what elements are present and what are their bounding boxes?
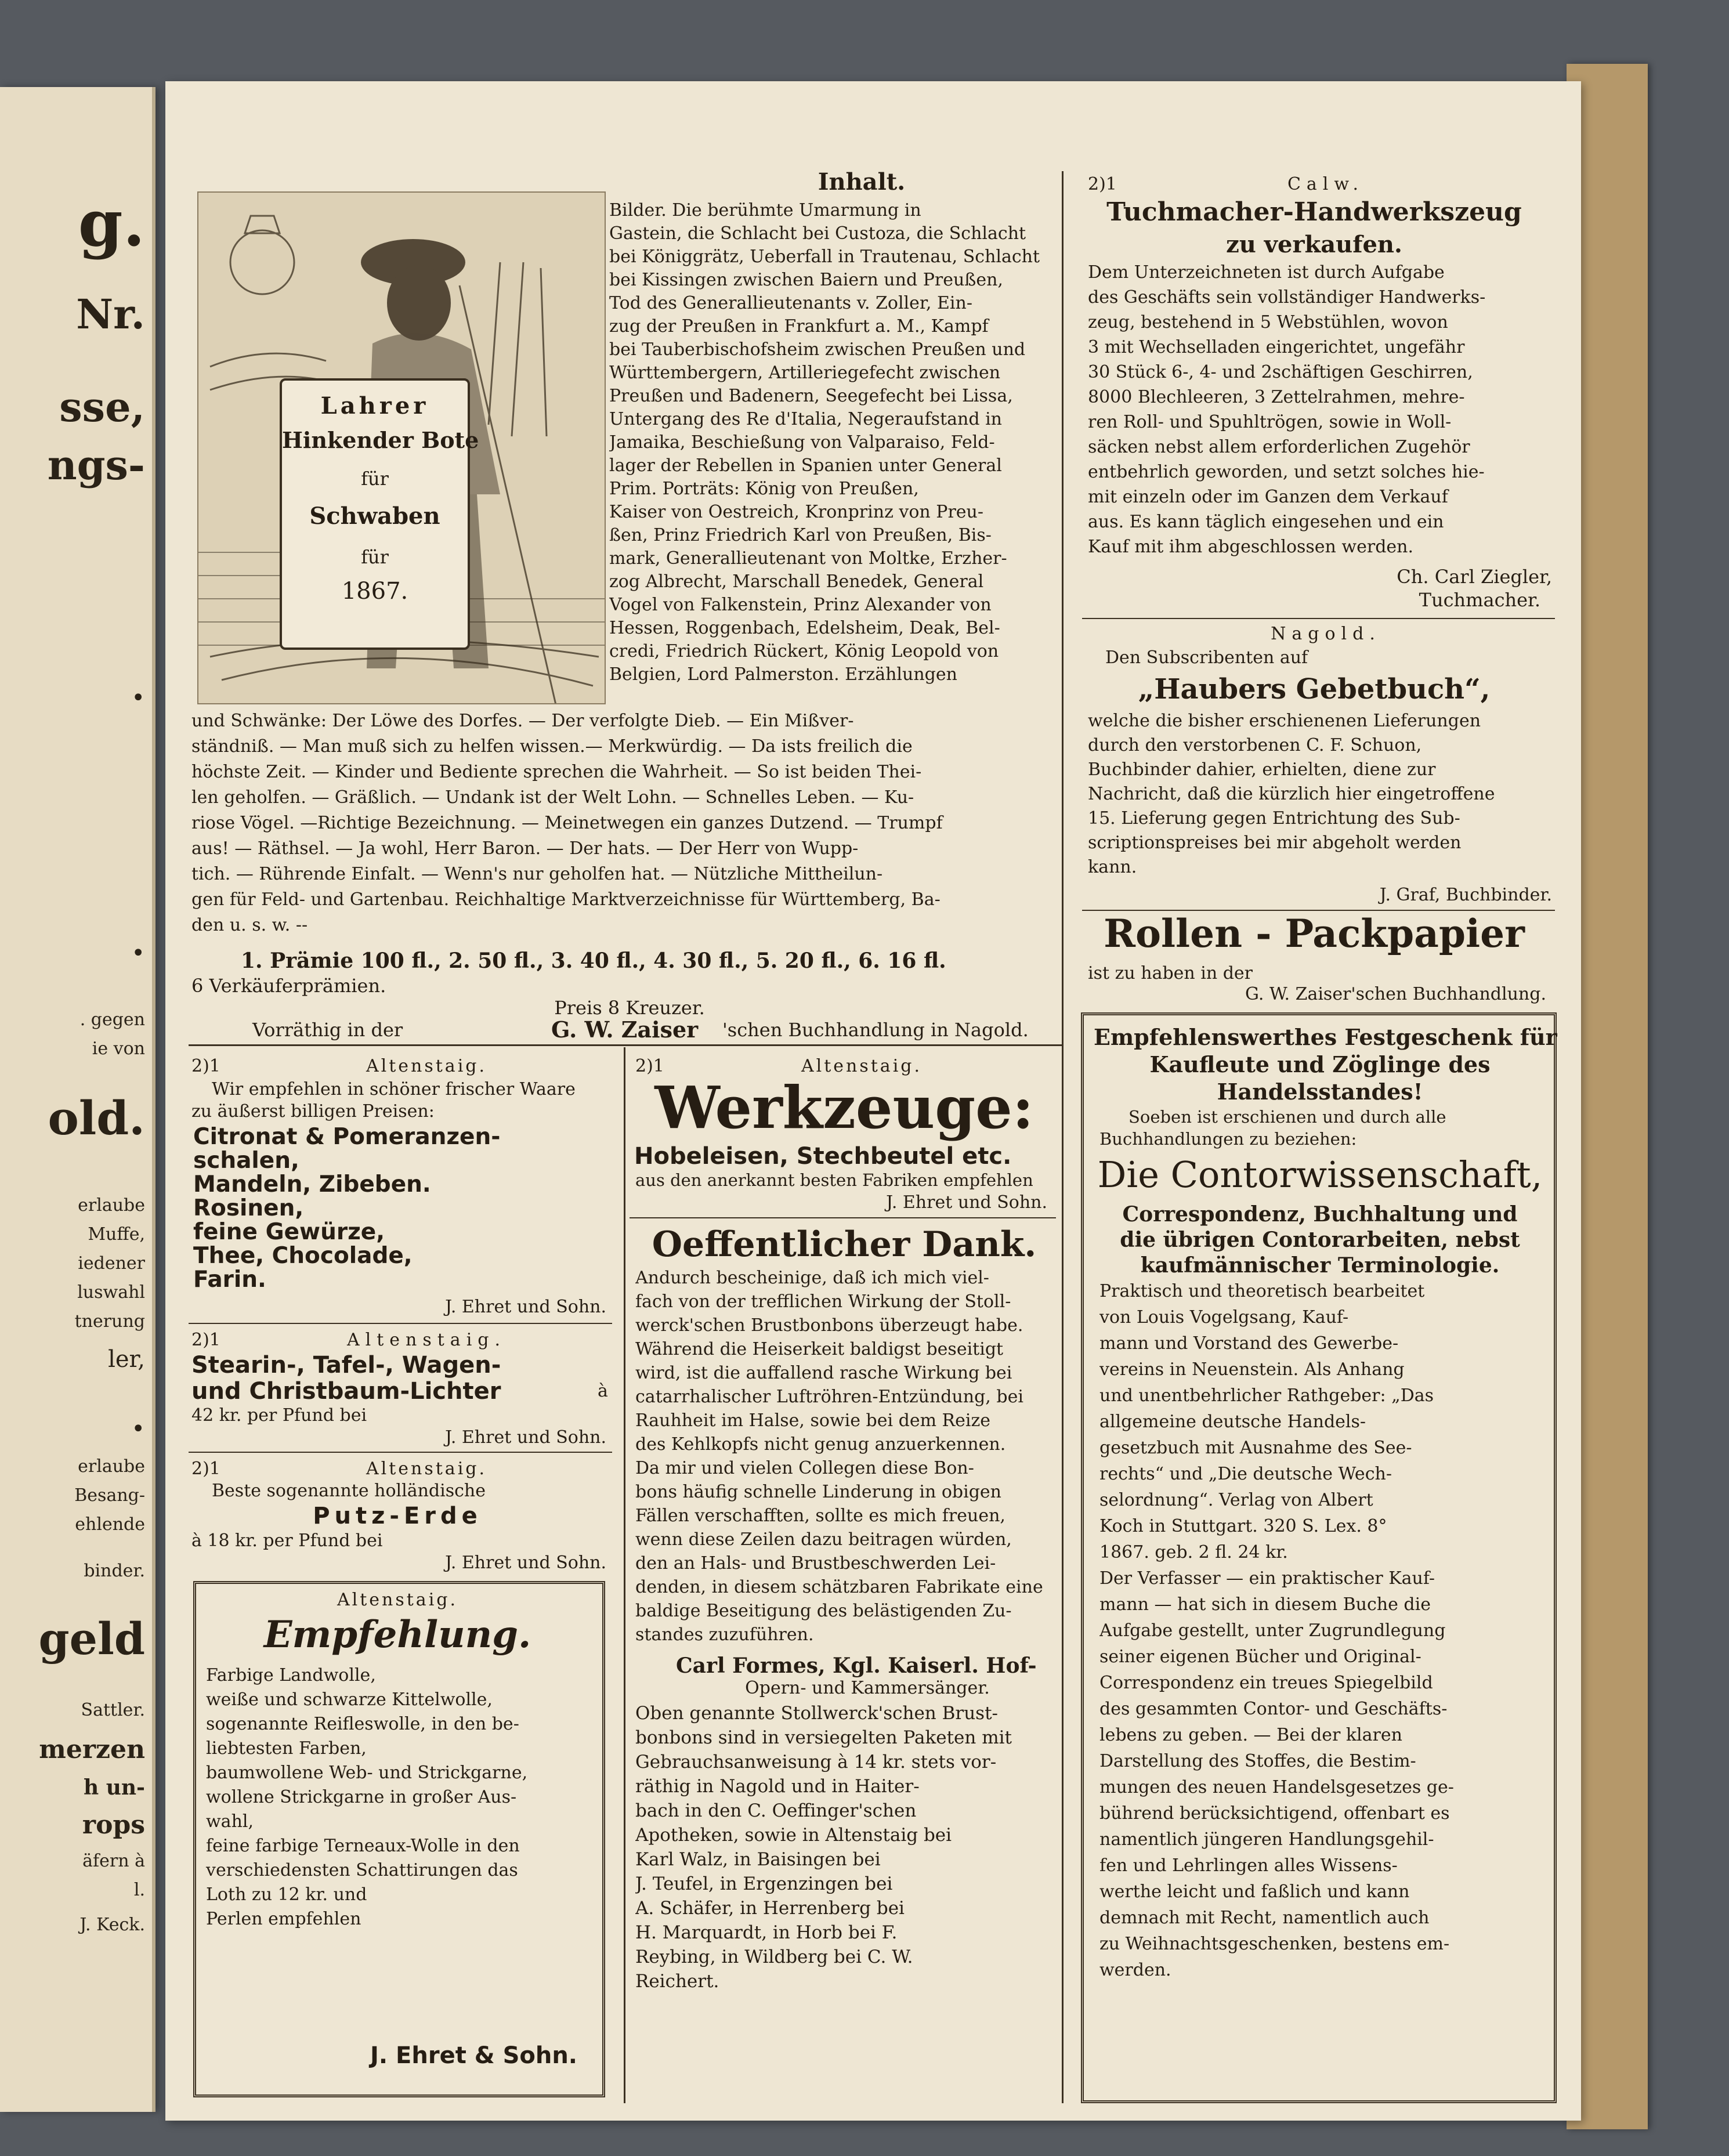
contor-line: Praktisch und theoretisch bearbeitet (1099, 1281, 1425, 1301)
contor-line: und unentbehrlicher Rathgeber: „Das (1099, 1386, 1434, 1406)
citronat-item: Thee, Chocolade, (193, 1243, 413, 1269)
left-page-fragment: merzen (39, 1735, 145, 1764)
inhalt-line: ßen, Prinz Friedrich Karl von Preußen, Bis- (609, 525, 992, 545)
contor-line: des gesammten Contor- und Geschäfts- (1099, 1699, 1448, 1719)
inhalt-title: Inhalt. (818, 168, 906, 196)
newspaper-page (165, 81, 1581, 2121)
contor-line: vereins in Neuenstein. Als Anhang (1099, 1359, 1405, 1380)
empfehlung-line: wahl, (206, 1811, 254, 1832)
citronat-item: Citronat & Pomeranzen- (193, 1124, 501, 1150)
empfehlung-line: baumwollene Web- und Strickgarne, (206, 1763, 528, 1783)
contor-line: allgemeine deutsche Handels- (1099, 1412, 1366, 1432)
contor-line: seiner eigenen Bücher und Original- (1099, 1647, 1421, 1667)
empfehlung-line: liebtesten Farben, (206, 1738, 367, 1759)
empfehlung-line: Farbige Landwolle, (206, 1665, 376, 1685)
inhalt-line: Jamaika, Beschießung von Valparaiso, Feld- (609, 432, 995, 453)
contor-head-2: Kaufleute und Zöglinge des (1149, 1051, 1491, 1077)
stock-prefix: Vorräthig in der (252, 1019, 403, 1041)
left-page-fragment: erlaube (78, 1456, 145, 1477)
inhalt-line: Belgien, Lord Palmerston. Erzählungen (609, 664, 957, 685)
calw-signature-2: Tuchmacher. (1419, 589, 1540, 611)
contor-line: demnach mit Recht, namentlich auch (1099, 1908, 1430, 1928)
stearin-line-2: und Christbaum-Lichter (191, 1378, 501, 1405)
left-page-fragment: • (131, 1416, 145, 1442)
contor-line: mann und Vorstand des Gewerbe- (1099, 1333, 1399, 1354)
left-page-fragment: Sattler. (81, 1700, 145, 1720)
dank-line: standes zuzuführen. (635, 1625, 814, 1645)
citronat-place: Altenstaig. (366, 1056, 487, 1076)
empfehlung-line: verschiedensten Schattirungen das (206, 1860, 518, 1880)
left-page-fragment: h un- (84, 1775, 145, 1800)
contor-line: bührend berücksichtigend, offenbart es (1099, 1803, 1450, 1824)
contor-sub-1: Correspondenz, Buchhaltung und (1122, 1202, 1518, 1227)
contor-sub-3: kaufmännischer Terminologie. (1140, 1253, 1500, 1278)
inhalt-line: Prim. Porträts: König von Preußen, (609, 479, 919, 499)
dank-line: bach in den C. Oeffinger'schen (635, 1800, 917, 1821)
dank-line: A. Schäfer, in Herrenberg bei (635, 1898, 905, 1919)
cut-line-3: für (361, 468, 389, 490)
rule-1 (189, 1323, 612, 1324)
werkzeuge-place: Altenstaig. (801, 1056, 923, 1076)
left-page-fragment: binder. (84, 1561, 145, 1581)
empfehlung-place: Altenstaig. (337, 1590, 458, 1610)
hinkender-bote-woodcut (197, 191, 606, 704)
stearin-place: Altenstaig. (346, 1330, 507, 1350)
nagold-line: durch den verstorbenen C. F. Schuon, (1088, 735, 1422, 755)
citronat-item: Farin. (193, 1267, 266, 1293)
contor-line: Darstellung des Stoffes, die Bestim- (1099, 1751, 1416, 1771)
left-page-edge (0, 87, 155, 2112)
inhalt-line: credi, Friedrich Rückert, König Leopold von (609, 641, 999, 661)
contor-sub-2: die übrigen Contorarbeiten, nebst (1120, 1228, 1520, 1252)
empfehlung-line: Loth zu 12 kr. und (206, 1884, 367, 1905)
calw-line: ren Roll- und Spuhltrögen, sowie in Woll- (1088, 412, 1452, 432)
dank-line: wird, ist die auffallend rasche Wirkung bei (635, 1363, 1012, 1383)
contor-line: werthe leicht und faßlich und kann (1099, 1882, 1410, 1902)
inhalt-line: bei Kissingen zwischen Baiern und Preußen, (609, 270, 1003, 290)
empfehlung-title: Empfehlung. (263, 1613, 531, 1656)
inhalt-line: gen für Feld- und Gartenbau. Reichhaltige Marktverzeichnisse für Württemberg, Ba- (191, 889, 941, 910)
column-rule-right (1062, 171, 1064, 2103)
price-line: Preis 8 Kreuzer. (554, 997, 705, 1019)
calw-line: des Geschäfts sein vollständiger Handwerks- (1088, 287, 1486, 308)
left-page-fragment: • (131, 940, 145, 967)
left-page-fragment: J. Keck. (79, 1915, 145, 1935)
contor-line: lebens zu geben. — Bei der klaren (1099, 1725, 1402, 1745)
inhalt-line: Vogel von Falkenstein, Prinz Alexander von (609, 595, 992, 615)
left-page-fragment: . gegen (79, 1010, 145, 1030)
contor-head-3: Handelsstandes! (1217, 1079, 1423, 1105)
calw-line: aus. Es kann täglich eingesehen und ein (1088, 512, 1444, 532)
rule-under-inhalt (189, 1044, 1062, 1046)
stock-suffix: 'schen Buchhandlung in Nagold. (722, 1019, 1029, 1041)
calw-title: Tuchmacher-Handwerkszeug (1106, 197, 1522, 227)
inhalt-line: Tod des Generallieutenants v. Zoller, Ein- (609, 293, 972, 313)
inhalt-line: Preußen und Badenern, Seegefecht bei Lissa, (609, 386, 1013, 406)
dank-line: Apotheken, sowie in Altenstaig bei (635, 1825, 952, 1846)
rule-4 (1082, 618, 1555, 619)
calw-marker: 2)1 (1088, 174, 1117, 194)
dank-line: Da mir und vielen Collegen diese Bon- (635, 1458, 974, 1478)
nagold-line: Buchbinder dahier, erhielten, diene zur (1088, 759, 1436, 780)
inhalt-line: tich. — Rührende Einfalt. — Wenn's nur geholfen hat. — Nützliche Mittheilun- (191, 864, 883, 884)
putz-line-2: à 18 kr. per Pfund bei (191, 1531, 383, 1551)
left-page-fragment: ler, (108, 1346, 145, 1373)
calw-line: 3 mit Wechselladen eingerichtet, ungefähr (1088, 337, 1465, 357)
contor-line: werden. (1099, 1960, 1171, 1980)
inhalt-line: lager der Rebellen in Spanien unter General (609, 455, 1002, 476)
left-page-fragment: Besang- (74, 1485, 145, 1506)
cut-line-4: Schwaben (309, 502, 440, 530)
dank-line: Reichert. (635, 1971, 719, 1992)
dank-line: Rauhheit im Halse, sowie bei dem Reize (635, 1410, 991, 1431)
contor-head-1: Empfehlenswerthes Festgeschenk für (1094, 1024, 1557, 1050)
inhalt-line: Bilder. Die berühmte Umarmung in (609, 200, 921, 220)
left-page-fragment: ie von (92, 1039, 145, 1059)
dank-line: Karl Walz, in Baisingen bei (635, 1849, 881, 1870)
rule-3 (630, 1217, 1056, 1218)
dank-line: J. Teufel, in Ergenzingen bei (635, 1873, 893, 1894)
dank-line: H. Marquardt, in Horb bei F. (635, 1922, 898, 1943)
calw-line: 30 Stück 6-, 4- und 2schäftigen Geschirren, (1088, 362, 1473, 382)
putz-line-1: Beste sogenannte holländische (212, 1481, 486, 1501)
calw-place: Calw. (1287, 174, 1365, 194)
werkzeuge-title: Werkzeuge: (654, 1073, 1034, 1142)
left-page-fragment: iedener (78, 1253, 145, 1274)
inhalt-line: den u. s. w. -- (191, 915, 308, 935)
calw-line: Kauf mit ihm abgeschlossen werden. (1088, 537, 1414, 557)
cut-line-2: Hinkender Bote (282, 427, 479, 453)
left-page-fragment: äfern à (82, 1851, 145, 1871)
left-page-fragment: Muffe, (88, 1224, 145, 1245)
contor-line: rechts“ und „Die deutsche Wech- (1099, 1464, 1392, 1484)
empfehlung-line: feine farbige Terneaux-Wolle in den (206, 1836, 520, 1856)
inhalt-line: Gastein, die Schlacht bei Custoza, die Schlacht (609, 223, 1026, 244)
inhalt-line: Kaiser von Oestreich, Kronprinz von Preu- (609, 502, 984, 522)
nagold-line-1: Den Subscribenten auf (1105, 647, 1308, 668)
contor-title: Die Contorwissenschaft, (1097, 1153, 1543, 1196)
inhalt-line: und Schwänke: Der Löwe des Dorfes. — Der verfolgte Dieb. — Ein Mißver- (191, 711, 854, 731)
inhalt-line: Hessen, Roggenbach, Edelsheim, Deak, Bel- (609, 618, 1000, 638)
dank-line: Reybing, in Wildberg bei C. W. (635, 1947, 913, 1967)
left-page-fragment: old. (48, 1091, 145, 1145)
contor-line: mungen des neuen Handelsgesetzes ge- (1099, 1777, 1454, 1797)
nagold-line: Nachricht, daß die kürzlich hier eingetroffene (1088, 784, 1495, 804)
calw-title-2: zu verkaufen. (1226, 231, 1402, 258)
left-page-fragment: tnerung (74, 1311, 145, 1332)
nagold-line: 15. Lieferung gegen Entrichtung des Sub- (1088, 808, 1460, 829)
calw-line: entbehrlich geworden, und setzt solches hie- (1088, 462, 1485, 482)
nagold-line: kann. (1088, 857, 1137, 877)
cut-line-1: Lahrer (320, 392, 429, 419)
calw-line: säcken nebst allem erforderlichen Zugehör (1088, 437, 1470, 457)
dank-signer-2: Opern- und Kammersänger. (745, 1678, 990, 1698)
citronat-item: Mandeln, Zibeben. (193, 1171, 431, 1198)
sellers-line: 6 Verkäuferprämien. (191, 975, 386, 997)
left-page-fragment: luswahl (77, 1282, 145, 1303)
putz-signature: J. Ehret und Sohn. (445, 1553, 606, 1573)
putz-title: Putz-Erde (313, 1503, 482, 1529)
putz-place: Altenstaig. (366, 1459, 487, 1479)
nagold-title: „Haubers Gebetbuch“, (1138, 673, 1491, 706)
empfehlung-line: weiße und schwarze Kittelwolle, (206, 1690, 493, 1710)
citronat-intro-1: Wir empfehlen in schöner frischer Waare (212, 1079, 576, 1099)
citronat-item: Rosinen, (193, 1195, 304, 1221)
inhalt-line: len geholfen. — Gräßlich. — Undank ist der Welt Lohn. — Schnelles Leben. — Ku- (191, 787, 914, 808)
citronat-intro-2: zu äußerst billigen Preisen: (191, 1101, 435, 1122)
werkzeuge-subtitle: Hobeleisen, Stechbeutel etc. (634, 1143, 1012, 1170)
calw-line: zeug, bestehend in 5 Webstühlen, wovon (1088, 312, 1448, 332)
stearin-line-3: 42 kr. per Pfund bei (191, 1405, 367, 1426)
inhalt-line: riose Vögel. —Richtige Bezeichnung. — Meinetwegen ein ganzes Dutzend. — Trumpf (191, 813, 943, 833)
dank-line: fach von der trefflichen Wirkung der Stoll- (635, 1292, 1011, 1312)
inhalt-line: Untergang des Re d'Italia, Negeraufstand in (609, 409, 1002, 429)
dank-signer: Carl Formes, Kgl. Kaiserl. Hof- (676, 1654, 1037, 1678)
werkzeuge-marker: 2)1 (635, 1056, 664, 1076)
left-page-fragment: sse, (59, 383, 145, 431)
left-page-fragment: Nr. (76, 290, 145, 338)
contor-line-2: Buchhandlungen zu beziehen: (1099, 1129, 1357, 1149)
inhalt-line: mark, Generallieutenant von Moltke, Erzher- (609, 548, 1007, 569)
dank-line: bons häufig schnelle Linderung in obigen (635, 1482, 1001, 1502)
dank-line: des Kehlkopfs nicht genug anzuerkennen. (635, 1434, 1006, 1455)
citronat-signature: J. Ehret und Sohn. (445, 1297, 606, 1317)
dank-line: Andurch bescheinige, daß ich mich viel- (635, 1268, 989, 1288)
left-page-fragment: geld (38, 1613, 145, 1665)
inhalt-line: bei Tauberbischofsheim zwischen Preußen und (609, 339, 1026, 360)
cut-line-6: 1867. (341, 578, 408, 605)
dank-line: bonbons sind in versiegelten Paketen mit (635, 1727, 1012, 1748)
dank-title: Oeffentlicher Dank. (652, 1224, 1037, 1265)
inhalt-line: Württembergern, Artilleriegefecht zwischen (609, 363, 1001, 383)
dank-line: Während die Heiserkeit baldigst beseitigt (635, 1339, 1004, 1359)
left-page-fragment: erlaube (78, 1195, 145, 1216)
stearin-line-1: Stearin-, Tafel-, Wagen- (191, 1352, 501, 1379)
empfehlung-line: Perlen empfehlen (206, 1909, 361, 1929)
dank-line: wenn diese Zeilen dazu beitragen würden, (635, 1529, 1012, 1550)
werkzeuge-line-1: aus den anerkannt besten Fabriken empfehlen (635, 1170, 1033, 1190)
stearin-marker: 2)1 (191, 1330, 220, 1350)
contor-line: zu Weihnachtsgeschenken, bestens em- (1099, 1934, 1450, 1954)
dank-line: denden, in diesem schätzbaren Fabrikate eine (635, 1577, 1043, 1597)
empfehlung-line: wollene Strickgarne in großer Aus- (206, 1787, 517, 1807)
inhalt-line: aus! — Räthsel. — Ja wohl, Herr Baron. — Der hats. — Der Herr von Wupp- (191, 838, 859, 859)
contor-line: fen und Lehrlingen alles Wissens- (1099, 1855, 1398, 1876)
contor-line: Der Verfasser — ein praktischer Kauf- (1099, 1568, 1435, 1589)
rollen-line-2: G. W. Zaiser'schen Buchhandlung. (1245, 984, 1546, 1004)
inhalt-line: zog Albrecht, Marschall Benedek, General (609, 571, 984, 592)
dank-line: den an Hals- und Brustbeschwerden Lei- (635, 1553, 996, 1573)
citronat-item: schalen, (193, 1148, 299, 1174)
contor-line: Aufgabe gestellt, unter Zugrundlegung (1099, 1620, 1446, 1641)
rule-2 (189, 1452, 612, 1453)
dank-line: Oben genannte Stollwerck'schen Brust- (635, 1703, 999, 1724)
column-rule-middle (624, 1047, 625, 2103)
dank-line: werck'schen Brustbonbons überzeugt habe. (635, 1315, 1023, 1336)
left-page-fragment: rops (82, 1810, 145, 1840)
contor-line: mann — hat sich in diesem Buche die (1099, 1594, 1431, 1615)
dank-line: catarrhalischer Luftröhren-Entzündung, bei (635, 1387, 1023, 1407)
rollen-title: Rollen - Packpapier (1104, 911, 1525, 956)
contor-line: selordnung“. Verlag von Albert (1099, 1490, 1373, 1510)
contor-line: Koch in Stuttgart. 320 S. Lex. 8° (1099, 1516, 1387, 1536)
citronat-item: feine Gewürze, (193, 1219, 385, 1245)
putz-marker: 2)1 (191, 1459, 220, 1479)
stearin-signature: J. Ehret und Sohn. (445, 1427, 606, 1448)
contor-line: gesetzbuch mit Ausnahme des See- (1099, 1438, 1412, 1458)
stearin-line-2-suffix: à (598, 1381, 608, 1401)
rollen-line-1: ist zu haben in der (1088, 963, 1253, 983)
dank-line: Fällen verschafften, sollte es mich freuen, (635, 1506, 1005, 1526)
nagold-line: scriptionspreises bei mir abgeholt werden (1088, 833, 1462, 853)
empfehlung-line: sogenannte Reifleswolle, in den be- (206, 1714, 519, 1734)
contor-line: namentlich jüngeren Handlungsgehil- (1099, 1829, 1434, 1850)
left-page-fragment: • (131, 685, 145, 711)
nagold-signature: J. Graf, Buchbinder. (1379, 885, 1552, 905)
inhalt-line: höchste Zeit. — Kinder und Bediente sprechen die Wahrheit. — So ist beiden Thei- (191, 762, 922, 782)
dank-line: baldige Beseitigung des belästigenden Zu- (635, 1601, 1012, 1621)
cut-line-5: für (361, 546, 389, 568)
calw-line: Dem Unterzeichneten ist durch Aufgabe (1088, 262, 1445, 283)
contor-line: Correspondenz ein treues Spiegelbild (1099, 1673, 1433, 1693)
inhalt-line: ständniß. — Man muß sich zu helfen wissen.— Merkwürdig. — Da ists freilich die (191, 736, 913, 757)
left-page-fragment: ngs- (47, 441, 145, 489)
contor-line-1: Soeben ist erschienen und durch alle (1128, 1107, 1446, 1127)
werkzeuge-signature: J. Ehret und Sohn. (886, 1192, 1047, 1213)
left-page-fragment: g. (78, 186, 145, 261)
dank-line: Gebrauchsanweisung à 14 kr. stets vor- (635, 1752, 997, 1772)
nagold-place: Nagold. (1271, 624, 1381, 644)
left-page-fragment: l. (133, 1880, 145, 1900)
contor-line: von Louis Vogelgsang, Kauf- (1099, 1307, 1349, 1327)
calw-line: 8000 Blechleeren, 3 Zettelrahmen, mehre- (1088, 387, 1465, 407)
empfehlung-signature: J. Ehret & Sohn. (370, 2042, 577, 2069)
left-page-fragment: ehlende (75, 1514, 145, 1535)
dank-line: räthig in Nagold und in Haiter- (635, 1776, 920, 1797)
calw-signature: Ch. Carl Ziegler, (1397, 566, 1552, 588)
inhalt-line: bei Königgrätz, Ueberfall in Trautenau, Schlacht (609, 247, 1040, 267)
prizes-line: 1. Prämie 100 fl., 2. 50 fl., 3. 40 fl., 4. 30 fl., 5. 20 fl., 6. 16 fl. (241, 949, 946, 973)
contor-line: 1867. geb. 2 fl. 24 kr. (1099, 1542, 1288, 1562)
title-scroll (280, 378, 479, 650)
calw-line: mit einzeln oder im Ganzen dem Verkauf (1088, 487, 1448, 507)
nagold-line: welche die bisher erschienenen Lieferungen (1088, 711, 1481, 731)
inhalt-line: zug der Preußen in Frankfurt a. M., Kampf (609, 316, 989, 337)
stock-firm: G. W. Zaiser (551, 1016, 699, 1043)
citronat-marker: 2)1 (191, 1056, 220, 1076)
